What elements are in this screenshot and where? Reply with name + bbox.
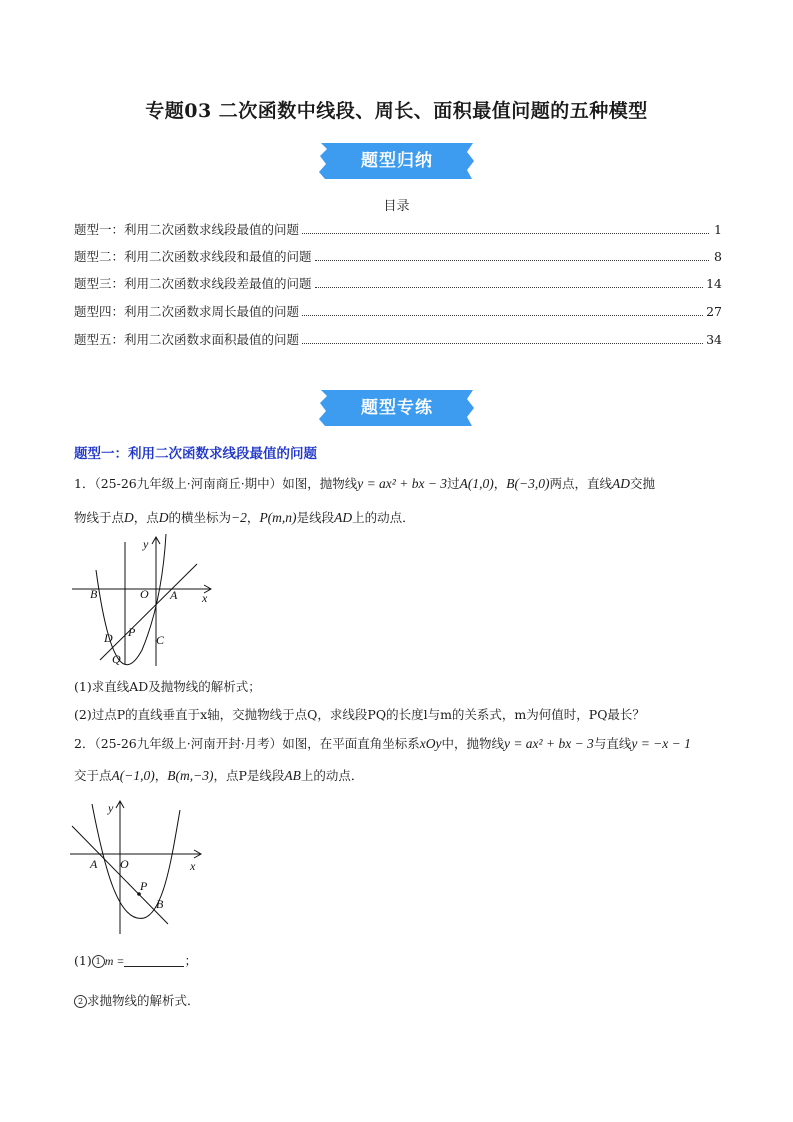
point-b: B(m,−3) bbox=[167, 768, 214, 783]
toc-item[interactable] bbox=[74, 247, 722, 267]
toc-heading: 目录 bbox=[383, 199, 410, 214]
practice-banner bbox=[317, 388, 477, 428]
segment-ab: AB bbox=[284, 768, 301, 783]
toc-item-page: 27 bbox=[706, 304, 722, 319]
circled-number: 1 bbox=[92, 955, 105, 968]
toc-leader bbox=[302, 232, 709, 234]
problem1-line2 bbox=[74, 508, 734, 526]
toc-leader bbox=[315, 259, 709, 261]
variable-m: m = bbox=[104, 954, 125, 968]
problem2-figure bbox=[68, 796, 208, 936]
text: 交抛 bbox=[629, 476, 655, 491]
toc-item-label: 题型五：利用二次函数求面积最值的问题 bbox=[74, 332, 300, 347]
text: 上的动点． bbox=[352, 510, 415, 525]
toc-item-label: 题型二：利用二次函数求线段和最值的问题 bbox=[74, 249, 312, 264]
text: ， bbox=[493, 476, 507, 491]
page-title: 专题03 二次函数中线段、周长、面积最值问题的五种模型 bbox=[145, 100, 648, 122]
label-o: O bbox=[140, 587, 149, 601]
point-a: A(−1,0) bbox=[111, 768, 155, 783]
equation: y = ax² + bx − 3 bbox=[357, 476, 448, 491]
value: −2 bbox=[231, 510, 247, 525]
text: 上的动点． bbox=[300, 768, 364, 783]
problem-source: （25-26九年级上·河南商丘·期中） bbox=[94, 476, 283, 491]
toc-item-label: 题型四：利用二次函数求周长最值的问题 bbox=[74, 304, 300, 319]
toc-item-page: 14 bbox=[706, 276, 722, 291]
equation: y = −x − 1 bbox=[631, 736, 691, 751]
toc-item-label: 题型三：利用二次函数求线段差最值的问题 bbox=[74, 276, 312, 291]
problem2-question1 bbox=[74, 951, 734, 969]
toc-item[interactable] bbox=[74, 330, 722, 350]
problem-number: 2． bbox=[74, 736, 95, 751]
text: 两点，直线 bbox=[549, 476, 612, 491]
label-x: x bbox=[202, 591, 208, 605]
text: 如图，抛物线 bbox=[282, 476, 358, 491]
problem2-line2 bbox=[74, 766, 734, 784]
label-a: A bbox=[90, 857, 98, 871]
text: 交于点 bbox=[74, 768, 112, 783]
line-ad: AD bbox=[611, 476, 630, 491]
point-p: P(m,n) bbox=[259, 510, 297, 525]
line-ad bbox=[100, 564, 197, 660]
problem1-question2: (2)过点P的直线垂直于x轴，交抛物线于点Q，求线段PQ的长度l与m的关系式，m为何值时，PQ最长？ bbox=[74, 707, 645, 722]
toc-leader bbox=[302, 342, 703, 344]
text: ，点P是线段 bbox=[213, 768, 285, 783]
toc-item-page: 34 bbox=[706, 332, 722, 347]
toc-item[interactable] bbox=[74, 302, 722, 322]
point-b: B(−3,0) bbox=[506, 476, 550, 491]
summary-banner-label: 题型归纳 bbox=[361, 151, 433, 171]
toc-leader bbox=[315, 286, 704, 288]
line-ad: AD bbox=[334, 510, 353, 525]
text: ； bbox=[184, 953, 197, 968]
label-y: y bbox=[108, 801, 114, 815]
parabola bbox=[92, 804, 180, 918]
toc-item[interactable] bbox=[74, 220, 722, 240]
problem1-figure bbox=[70, 532, 220, 672]
point-d: D bbox=[158, 510, 169, 525]
text: 求抛物线的解析式． bbox=[87, 993, 200, 1008]
text: 中，抛物线 bbox=[441, 736, 504, 751]
text: 物线于点 bbox=[74, 510, 125, 525]
toc-leader bbox=[302, 314, 703, 316]
circled-number: 2 bbox=[74, 995, 87, 1008]
problem2-question2 bbox=[74, 991, 734, 1009]
section-heading: 题型一：利用二次函数求线段最值的问题 bbox=[74, 446, 317, 462]
text: ，点 bbox=[133, 510, 159, 525]
point-d: D bbox=[124, 510, 134, 525]
text: 与直线 bbox=[593, 736, 632, 751]
label-y: y bbox=[143, 537, 149, 551]
label-o: O bbox=[120, 857, 129, 871]
label-d: D bbox=[104, 631, 113, 645]
label-q: Q bbox=[112, 652, 121, 666]
coordinate-system: xOy bbox=[419, 736, 442, 751]
label-c: C bbox=[156, 633, 165, 647]
problem-source: （25-26九年级上·河南开封·月考） bbox=[94, 736, 283, 751]
text: 是线段 bbox=[296, 510, 335, 525]
problem1-line1 bbox=[74, 474, 734, 492]
label-b: B bbox=[156, 897, 164, 911]
problem1-question1: (1)求直线AD及抛物线的解析式； bbox=[74, 679, 261, 694]
toc-item-page: 1 bbox=[714, 222, 722, 237]
practice-banner-label: 题型专练 bbox=[361, 398, 433, 418]
equation: y = ax² + bx − 3 bbox=[503, 736, 594, 751]
text: 过 bbox=[447, 476, 460, 491]
answer-blank[interactable] bbox=[124, 954, 184, 967]
label-b: B bbox=[90, 587, 98, 601]
toc-item[interactable] bbox=[74, 274, 722, 294]
problem2-line1 bbox=[74, 734, 734, 752]
label-p: P bbox=[140, 879, 148, 893]
label-p: P bbox=[128, 625, 136, 639]
summary-banner bbox=[317, 141, 477, 181]
point-a: A(1,0) bbox=[459, 476, 494, 491]
text: 如图，在平面直角坐标系 bbox=[282, 736, 420, 751]
toc-item-page: 8 bbox=[714, 249, 722, 264]
text: 的横坐标为 bbox=[168, 510, 232, 525]
toc-item-label: 题型一：利用二次函数求线段最值的问题 bbox=[74, 222, 300, 237]
label-x: x bbox=[190, 859, 196, 873]
text: ， bbox=[246, 510, 260, 525]
text: ， bbox=[154, 768, 168, 783]
text: (1) bbox=[74, 953, 92, 968]
label-a: A bbox=[170, 588, 178, 602]
problem-number: 1． bbox=[74, 476, 95, 491]
